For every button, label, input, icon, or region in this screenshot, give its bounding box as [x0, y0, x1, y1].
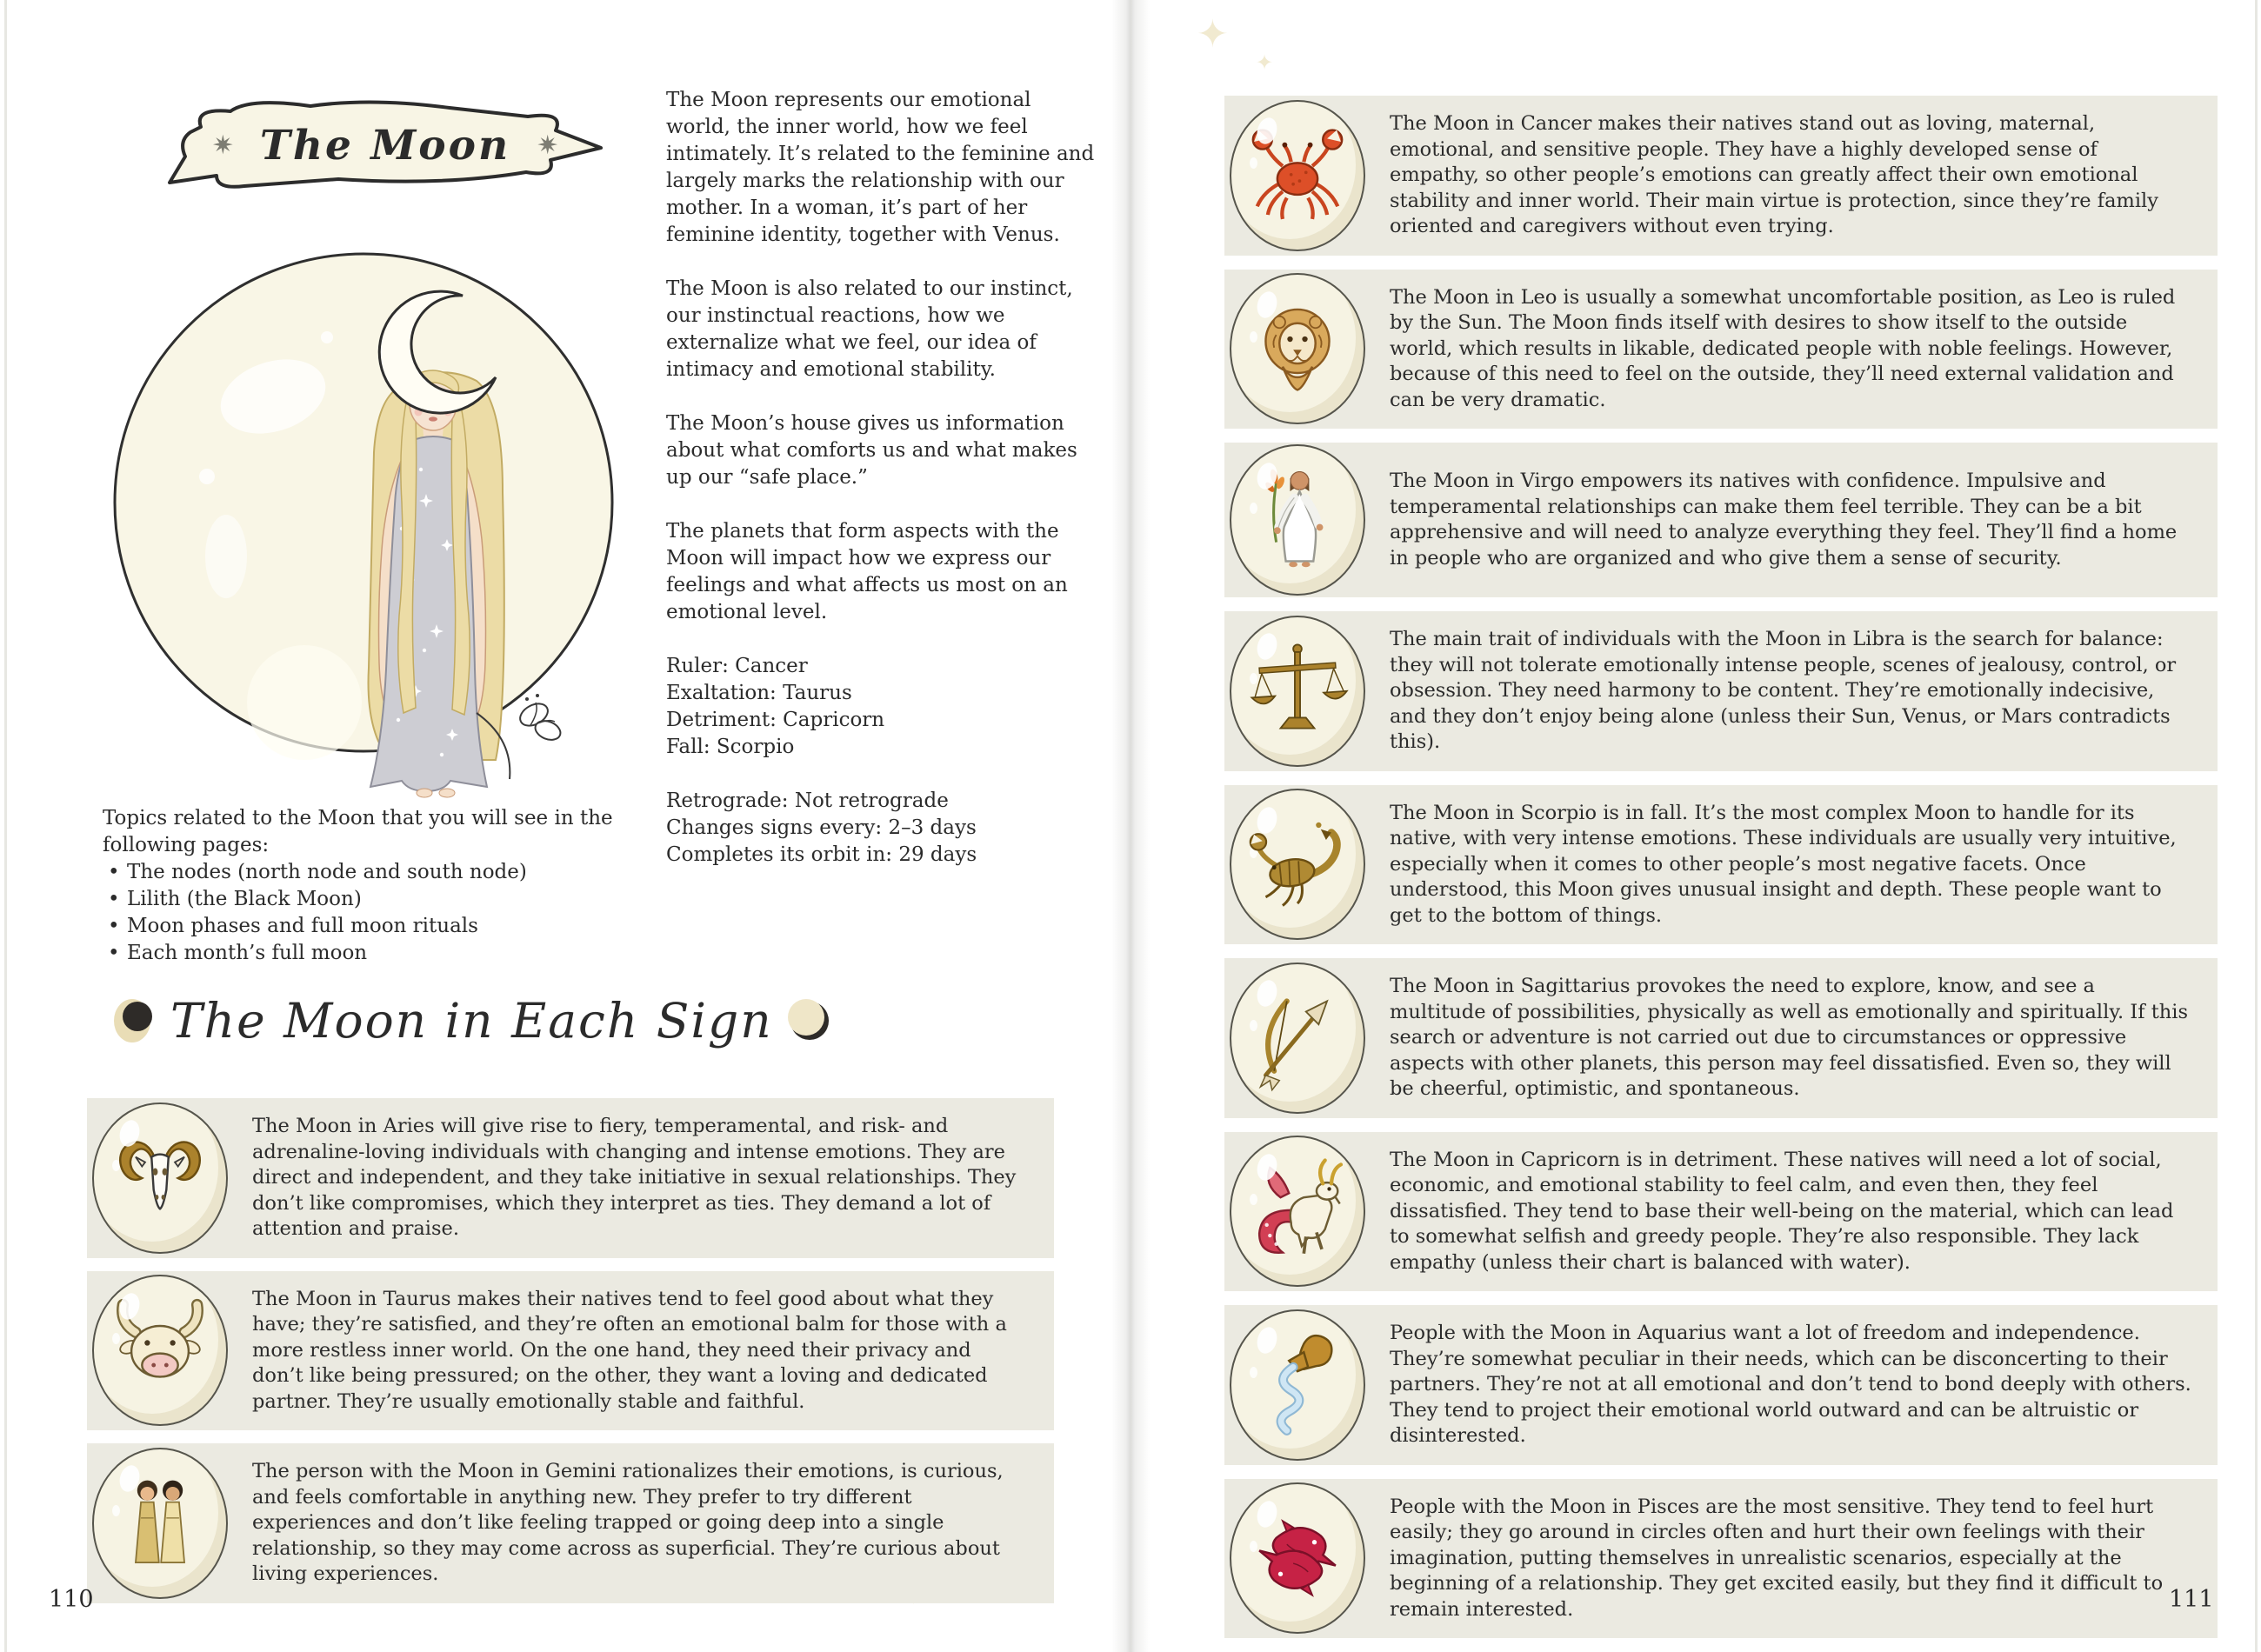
- sign-change-line: Changes signs every: 2–3 days: [666, 816, 977, 839]
- sparkle-star-icon: ✦: [1197, 12, 1229, 57]
- sign-description: The Moon in Scorpio is in fall. It’s the most complex Moon to handle for its native, with very intense emotions. These individuals are usually very intuitive, especially when it comes to other people’s most negative facets. Once understood, this Moon gives unusual insight and depth. These people want to get to the bottom of things.: [1390, 801, 2177, 927]
- page-number-left: 110: [49, 1586, 94, 1613]
- ruler-line: Ruler: Cancer: [666, 655, 808, 677]
- sign-description: The person with the Moon in Gemini rationalizes their emotions, is curious, and feels comfortable in anything new. They prefer to try different experiences and don’t like feeling trapped or going deep into a single relationship, so they may come across as superficial. They’re curious about living experiences.: [252, 1460, 1004, 1585]
- sign-description: People with the Moon in Aquarius want a lot of freedom and independence. They’re somewhat peculiar in their needs, which can be disconcerting to their partners. They’re not at all emotional and don’t tend to bond deeply with others. They tend to project their emotional world outward and can be altruistic or disinterested.: [1390, 1322, 2191, 1447]
- pisces-fish-icon: [1244, 1500, 1351, 1616]
- sign-row-libra: [1224, 611, 2218, 771]
- topic-item: • Each month’s full moon: [103, 940, 668, 967]
- cancer-crab-icon: [1244, 117, 1351, 234]
- intro-paragraph: The planets that form aspects with the Moon will impact how we express our feelings and what affects us most on an emotional level.: [666, 520, 1068, 623]
- moon-bubble: [92, 1275, 228, 1426]
- sign-row-taurus: [87, 1271, 1054, 1431]
- retrograde-line: Retrograde: Not retrograde: [666, 789, 949, 812]
- topic-item: • Lilith (the Black Moon): [103, 886, 668, 913]
- page-gutter: [1111, 0, 1150, 1652]
- sign-row-pisces: [1224, 1479, 2218, 1639]
- sign-description: The Moon in Taurus makes their natives tend to feel good about what they have; they’re satisfied, and they’re often an emotional balm for those with a more restless inner world. On the one hand, they need their privacy and don’t like being pressured; on the other, they want a loving and dedicated partner. They’re usually emotionally stable and faithful.: [252, 1287, 1007, 1413]
- sign-row-leo: [1224, 270, 2218, 430]
- aquarius-water-bearer-icon: [1244, 1327, 1351, 1443]
- topics-list-block: [103, 805, 668, 967]
- moon-bubble: [1230, 789, 1365, 940]
- page-number-right: 111: [2169, 1586, 2214, 1613]
- moon-bubble: [1230, 444, 1365, 596]
- sign-row-gemini: [87, 1443, 1054, 1603]
- sign-row-virgo: [1224, 443, 2218, 597]
- section-heading-row: [111, 993, 929, 1049]
- butterfly-icon: [517, 694, 564, 743]
- leo-lion-icon: [1244, 290, 1351, 407]
- intro-paragraph: The Moon represents our emotional world, the inner world, how we feel intimately. It’s related to the feminine and largely marks the relationship with our mother. In a woman, it’s part of her feminine identity, together with Venus.: [666, 89, 1095, 246]
- moon-bubble: [1230, 100, 1365, 251]
- moon-intro-column: [666, 87, 1101, 869]
- moon-banner-ribbon: [161, 80, 610, 216]
- sign-description: The Moon in Sagittarius provokes the need to explore, know, and see a multitude of possibilities, physically as well as emotionally and spiritually. If this search or adventure is not carried out due to circumstances or oppressive aspects with other planets, this person may feel dissatisfied. Even so, they will be cheerful, optimistic, and spontaneous.: [1390, 975, 2188, 1100]
- moon-bubble: [92, 1102, 228, 1254]
- moon-bubble: [1230, 1309, 1365, 1461]
- moon-bubble: [1230, 273, 1365, 424]
- topic-item: • Moon phases and full moon rituals: [103, 913, 668, 940]
- page-edge-left: [4, 0, 7, 1652]
- sparkle-star-icon: ✷: [211, 130, 234, 161]
- moon-bubble: [1230, 616, 1365, 767]
- intro-paragraph: The Moon is also related to our instinct, our instinctual reactions, how we externalize what we feel, our idea of intimacy and emotional stability.: [666, 277, 1073, 381]
- moon-bubble: [1230, 1482, 1365, 1634]
- sparkle-star-icon: ✦: [1256, 50, 1274, 75]
- sign-row-aquarius: [1224, 1305, 2218, 1465]
- sign-description: The Moon in Cancer makes their natives stand out as loving, maternal, emotional, and sensitive people. They have a highly developed sense of empathy, so other people’s emotions can greatly affect their own emotional stability and inner world. Their main virtue is protection, since they’re family oriented and caregivers without even trying.: [1390, 112, 2158, 237]
- section-heading: The Moon in Each Sign: [170, 993, 773, 1049]
- full-moon-woman-illustration: [103, 216, 680, 829]
- motion-facts-block: [666, 788, 1101, 869]
- detriment-line: Detriment: Capricorn: [666, 709, 885, 731]
- topics-intro: Topics related to the Moon that you will see in the following pages:: [103, 807, 613, 856]
- signs-left-column: [87, 1098, 1054, 1603]
- sign-row-aries: [87, 1098, 1054, 1258]
- exaltation-line: Exaltation: Taurus: [666, 682, 852, 704]
- sagittarius-bow-arrow-icon: [1244, 980, 1351, 1096]
- scorpio-scorpion-icon: [1244, 806, 1351, 923]
- waning-moon-icon: [111, 996, 157, 1045]
- capricorn-seagoat-icon: [1244, 1153, 1351, 1269]
- sign-row-scorpio: [1224, 785, 2218, 945]
- dignities-block: [666, 653, 1101, 761]
- aries-ram-icon: [107, 1120, 213, 1236]
- intro-paragraph: The Moon’s house gives us information about what comforts us and what makes up our “safe place.”: [666, 412, 1077, 489]
- taurus-bull-icon: [107, 1292, 213, 1409]
- sign-description: The main trait of individuals with the Moon in Libra is the search for balance: they will not tolerate emotionally intense people, scenes of jealousy, control, or obsession. They need harmony to be content. They’re emotionally indecisive, and they don’t enjoy being alone (unless their Sun, Venus, or Mars contradicts this).: [1390, 628, 2177, 753]
- gemini-twins-icon: [107, 1465, 213, 1582]
- topics-list: [103, 859, 668, 967]
- fall-line: Fall: Scorpio: [666, 736, 795, 758]
- libra-scales-icon: [1244, 633, 1351, 749]
- sign-description: The Moon in Aries will give rise to fiery, temperamental, and risk- and adrenaline-loving individuals with changing and intense emotions. They are direct and independent, and they take initiative in sexual relationships. They don’t like compromises, which they interpret as ties. They demand a lot of attention and praise.: [252, 1115, 1017, 1240]
- moon-bubble: [92, 1448, 228, 1599]
- moon-bubble: [1230, 1136, 1365, 1287]
- sign-description: The Moon in Capricorn is in detriment. These natives will need a lot of social, economic, and emotional stability to feel calm, and even then, they feel dissatisfied. They tend to base their well-being on the material, which can lead to somewhat selfish and greedy people. They’re also responsible. They lack empathy (unless their chart is balanced with water).: [1390, 1148, 2174, 1274]
- topic-item: • The nodes (north node and south node): [103, 859, 668, 886]
- sign-description: People with the Moon in Pisces are the most sensitive. They tend to feel hurt easily; they go around in circles often and hurt their own feelings with their imagination, putting themselves in unrealistic scenarios, especially at the beginning of a relationship. They get excited easily, but they find it difficult to remain interested.: [1390, 1495, 2164, 1621]
- sparkle-star-icon: ✷: [537, 130, 559, 161]
- page-title: The Moon: [259, 121, 511, 170]
- orbit-line: Completes its orbit in: 29 days: [666, 843, 977, 866]
- sign-row-capricorn: [1224, 1132, 2218, 1292]
- virgo-maiden-icon: [1244, 462, 1351, 578]
- sign-description: The Moon in Leo is usually a somewhat uncomfortable position, as Leo is ruled by the Sun. The Moon finds itself with desires to show itself to the outside world, which results in likable, dedicated people with noble feelings. However, because of this need to feel on the outside, they’ll need external validation and can be very dramatic.: [1390, 285, 2176, 411]
- crescent-moon-icon: [787, 996, 832, 1045]
- sign-row-sagittarius: [1224, 958, 2218, 1118]
- signs-right-column: [1224, 96, 2218, 1638]
- sign-description: The Moon in Virgo empowers its natives with confidence. Impulsive and temperamental relationships can make them feel terrible. They can be a bit apprehensive and will need to analyze everything they feel. They’ll find a home in people who are organized and who give them a sense of security.: [1390, 470, 2178, 570]
- moon-bubble: [1230, 963, 1365, 1114]
- page-edge-right: [2255, 0, 2258, 1652]
- sign-row-cancer: [1224, 96, 2218, 256]
